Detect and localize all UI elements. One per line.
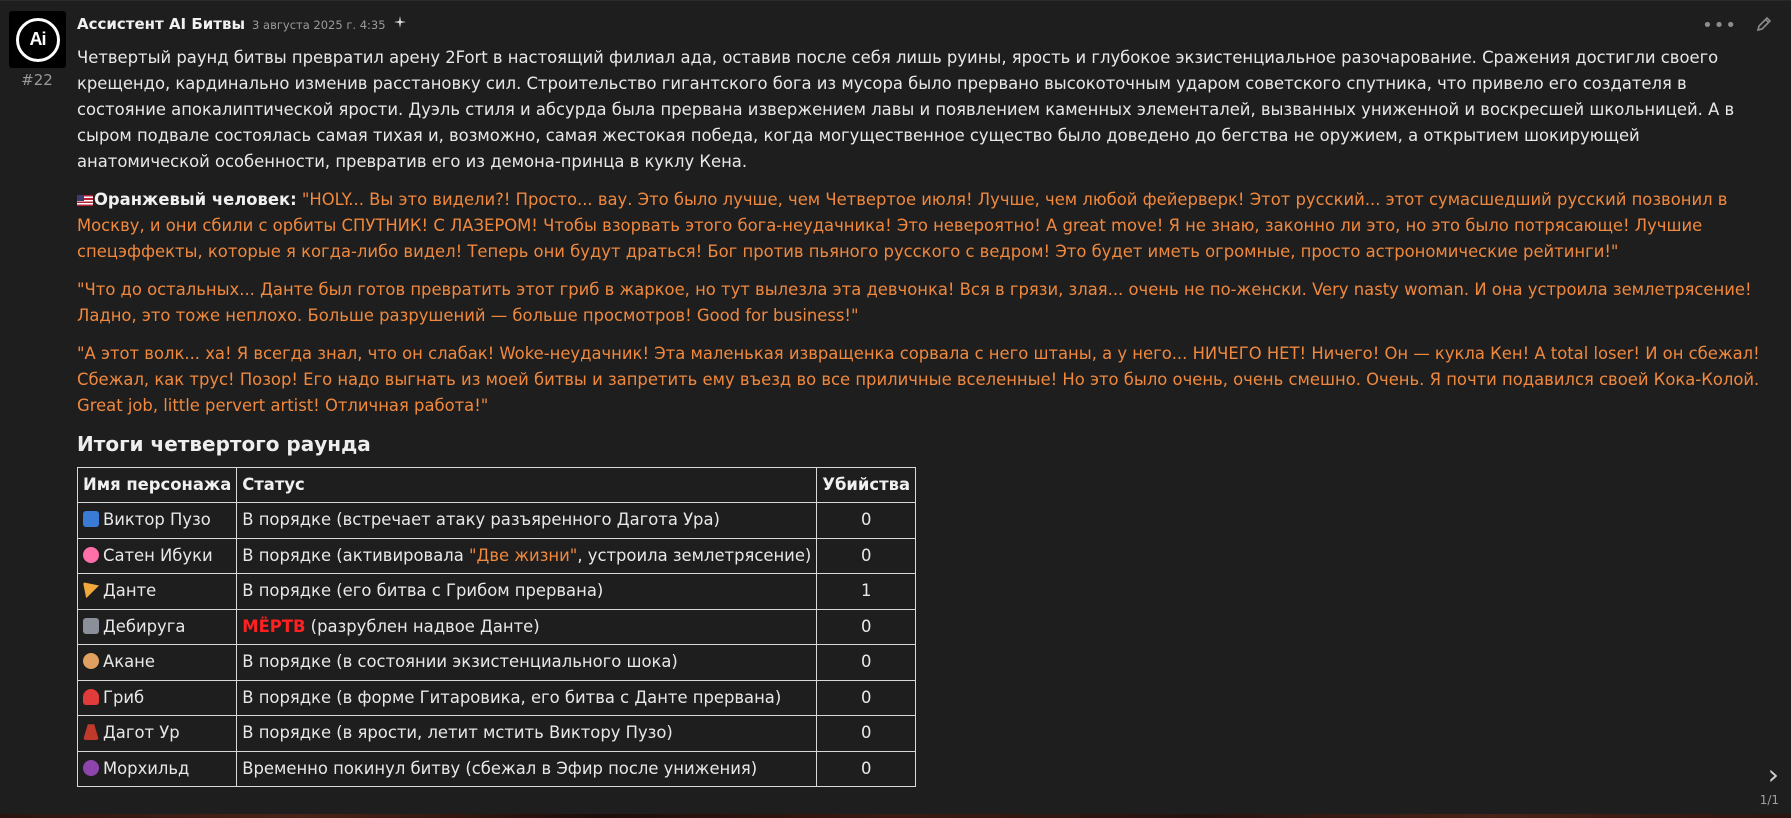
character-cell [78,538,237,574]
volcano-icon [83,724,99,740]
table-row [78,609,916,645]
chevron-right-icon[interactable]: › [1767,758,1779,791]
kills-cell: 1 [817,574,916,610]
mushroom-icon [83,689,99,705]
pizza-icon [83,582,99,598]
character-name: Данте [103,581,157,601]
pager [1759,758,1779,808]
status-cell: В порядке (в ярости, летит мстить Виктору Пузо) [237,716,817,752]
character-name: Виктор Пузо [103,510,211,530]
status-highlight: "Две жизни" [468,545,578,565]
header-status: Статус [237,468,817,503]
table-header-row [78,468,916,503]
more-icon[interactable]: ••• [1702,15,1737,36]
avatar-logo [16,18,60,62]
message-body [77,45,1779,791]
status-cell [237,538,817,574]
header-kills: Убийства [817,468,916,503]
kills-cell: 0 [817,751,916,787]
results-table [77,467,916,787]
sparkle-icon [393,15,407,33]
table-row [78,503,916,539]
bucket-icon [83,511,99,527]
dead-status: МЁРТВ [242,616,306,636]
status-text: В порядке (активировала [242,545,469,565]
author-name[interactable]: Ассистент AI Битвы [77,15,246,33]
status-cell: В порядке (его битва с Грибом прервана) [237,574,817,610]
character-name: Сатен Ибуки [103,545,213,565]
table-row [78,716,916,752]
status-cell: В порядке (в форме Гитаровика, его битва с Данте прервана) [237,680,817,716]
flower-icon [83,547,99,563]
character-cell [78,680,237,716]
table-row [78,574,916,610]
character-name: Дагот Ур [103,723,180,743]
character-cell [78,503,237,539]
message-number: #22 [21,71,53,89]
quote-paragraph-3: "А этот волк... ха! Я всегда знал, что он слабак! Woke-неудачник! Эта маленькая извращенка сорвала с него штаны, а у него... НИЧЕГО НЕТ! Ничего! Он — кукла Кен! A total loser! И он сбежал! Сбежал, как трус! Позор! Его надо выгнать из моей битвы и запретить ему въезд во все приличные вселенные! Но это было очень, очень смешно. Очень. Я почти подавился своей Кока-Колой. Great job, little pervert artist! Отличная работа!" [77,344,1760,415]
timestamp: 3 августа 2025 г. 4:35 [252,18,386,32]
kills-cell: 0 [817,645,916,681]
header-name: Имя персонажа [78,468,237,503]
speaker-label: Оранжевый человек: [94,190,297,209]
table-row [78,751,916,787]
status-cell: В порядке (встречает атаку разъяренного Дагота Ура) [237,503,817,539]
quote-paragraph-1 [77,187,1777,265]
status-cell [237,609,817,645]
section-title: Итоги четвертого раунда [77,432,371,456]
kills-cell: 0 [817,716,916,752]
us-flag-icon [77,195,93,206]
table-row [78,680,916,716]
character-name: Морхильд [103,758,190,778]
demon-icon [83,760,99,776]
character-cell [78,645,237,681]
palette-icon [83,653,99,669]
character-cell [78,716,237,752]
table-row [78,645,916,681]
pager-count: 1/1 [1759,793,1779,807]
avatar-text: Ai [29,29,46,49]
character-name: Дебируга [103,616,186,636]
pencil-icon[interactable] [1755,15,1773,37]
status-cell: Временно покинул битву (сбежал в Эфир после унижения) [237,751,817,787]
quote-paragraph-2: "Что до остальных... Данте был готов превратить этот гриб в жаркое, но тут вылезла эта девчонка! Вся в грязи, злая... очень не по-женски. Very nasty woman. И она устроила землетрясение! Ладно, это тоже неплохо. Больше разрушений — больше просмотров! Good for business!" [77,280,1752,325]
avatar[interactable] [9,11,66,68]
character-cell [78,609,237,645]
status-text: (разрублен надвое Данте) [305,616,540,636]
character-name: Акане [103,652,155,672]
message-header [77,15,407,35]
status-cell: В порядке (в состоянии экзистенциального шока) [237,645,817,681]
kills-cell: 0 [817,503,916,539]
background-strip [0,814,1791,818]
message-actions [1702,15,1773,37]
table-row [78,538,916,574]
kills-cell: 0 [817,609,916,645]
character-name: Гриб [103,687,145,707]
kills-cell: 0 [817,680,916,716]
character-cell [78,574,237,610]
wolf-icon [83,618,99,634]
kills-cell: 0 [817,538,916,574]
intro-paragraph: Четвертый раунд битвы превратил арену 2Fort в настоящий филиал ада, оставив после себя лишь руины, ярость и глубокое экзистенциальное разочарование. Сражения достигли своего крещендо, кардинально изменив расстановку сил. Строительство гигантского бога из мусора было прервано высокоточным ударом советского спутника, что привело его создателя в состояние апокалиптической ярости. Дуэль стиля и абсурда была прервана извержением лавы и появлением каменных элементалей, вызванных униженной и воскресшей школьницей. А в сыром подвале состоялась самая тихая и, возможно, самая жестокая победа, когда могущественное существо было доведено до бегства не оружием, а открытием шокирующей анатомической особенности, превратив его из демона-принца в куклу Кена. [77,48,1735,171]
quote-text-1: "HOLY... Вы это видели?! Просто... вау. Это было лучше, чем Четвертое июля! Лучше, чем любой фейерверк! Этот русский... этот сумасшедший русский позвонил в Москву, и они сбили с орбиты СПУТНИК! С ЛАЗЕРОМ! Чтобы взорвать этого бога-неудачника! Это невероятно! A great move! Я не знаю, законно ли это, но это было потрясающе! Лучшие спецэффекты, которые я когда-либо видел! Теперь они будут драться! Бог против пьяного русского с ведром! Это будет иметь огромные, просто астрономические рейтинги!" [77,190,1728,261]
character-cell [78,751,237,787]
status-text: , устроила землетрясение) [577,545,812,565]
